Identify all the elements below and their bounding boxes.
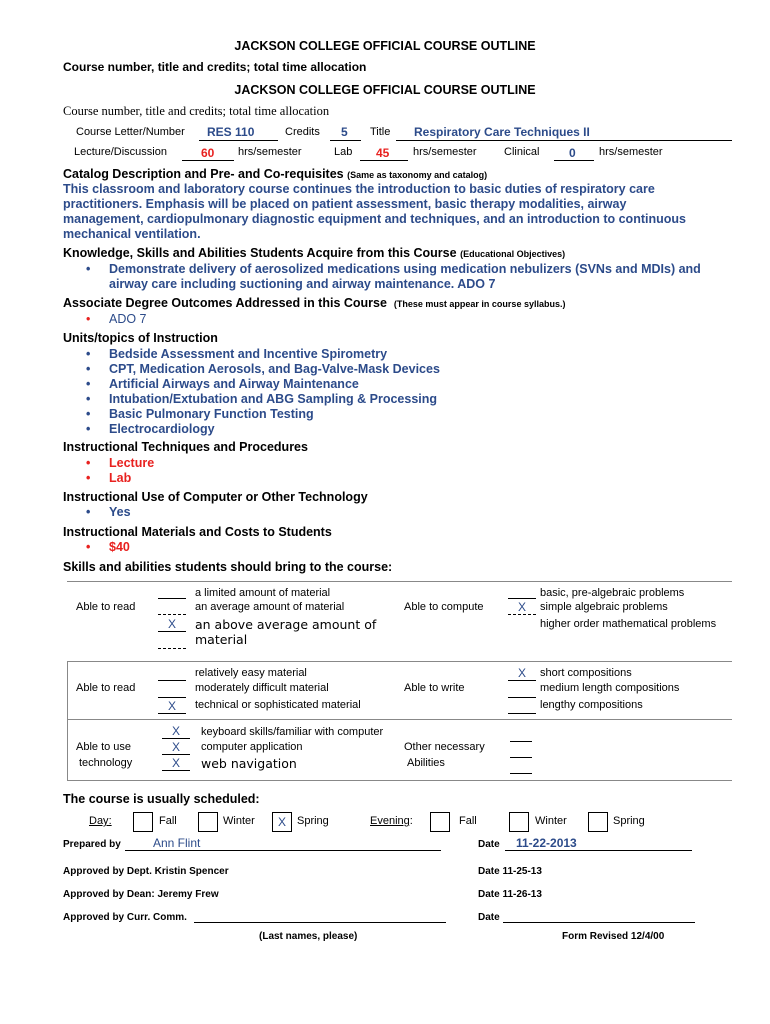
tech-option-2-blank[interactable]: X (162, 740, 190, 755)
other-blank-1[interactable] (510, 727, 532, 742)
lab-label: Lab (334, 146, 353, 158)
list-item: • Electrocardiology (80, 422, 440, 437)
dean-approval-date: Date 11-26-13 (478, 889, 542, 900)
day-fall-label: Fall (159, 815, 177, 827)
course-title-value: Respiratory Care Techniques II (414, 125, 590, 139)
dept-approval: Approved by Dept. Kristin Spencer (63, 866, 229, 877)
curr-approval-underline (194, 922, 446, 923)
evening-fall-label: Fall (459, 815, 477, 827)
read2-option-3: technical or sophisticated material (195, 699, 361, 711)
lab-underline (360, 160, 408, 161)
curr-approval-label: Approved by Curr. Comm. (63, 912, 187, 923)
compute-option-2: simple algebraic problems (540, 601, 668, 613)
read-label: Able to read (76, 601, 136, 613)
day-spring-checkbox[interactable]: X (272, 812, 292, 832)
read2-option-3-blank[interactable]: X (158, 699, 186, 714)
day-winter-label: Winter (223, 815, 255, 827)
compute-label: Able to compute (404, 601, 484, 613)
day-winter-checkbox[interactable] (198, 812, 218, 832)
lecture-hours-value: 60 (201, 146, 215, 160)
technology-label-cont: technology (79, 757, 133, 769)
lecture-unit: hrs/semester (238, 146, 302, 158)
materials-heading: Instructional Materials and Costs to Students (63, 525, 332, 539)
list-item: • Bedside Assessment and Incentive Spirometry (80, 347, 440, 362)
techniques-heading: Instructional Techniques and Procedures (63, 440, 308, 454)
prepared-by-underline (125, 850, 441, 851)
day-spring-label: Spring (297, 815, 329, 827)
clinical-underline (554, 160, 594, 161)
technology-list (80, 505, 131, 520)
skills-heading: Skills and abilities students should bring to the course: (63, 560, 393, 574)
list-item: • Artificial Airways and Airway Maintenance (80, 377, 440, 392)
list-item: • CPT, Medication Aerosols, and Bag-Valve-Mask Devices (80, 362, 440, 377)
read-option-1: a limited amount of material (195, 587, 331, 599)
dept-approval-date: Date 11-25-13 (478, 866, 542, 877)
other-label-cont: Abilities (407, 757, 445, 769)
outcomes-heading: Associate Degree Outcomes Addressed in this Course (These must appear in course syllabus.) (63, 296, 566, 310)
course-number-underline (199, 140, 278, 141)
schedule-heading: The course is usually scheduled: (63, 792, 260, 806)
page-subtitle-repeat: Course number, title and credits; total time allocation (63, 104, 330, 118)
evening-spring-checkbox[interactable] (588, 812, 608, 832)
tech-option-2: computer application (201, 741, 303, 753)
prepared-by-label: Prepared by (63, 839, 121, 850)
last-names-note: (Last names, please) (259, 931, 358, 942)
read-option-1-blank[interactable] (158, 584, 186, 599)
credits-underline (330, 140, 361, 141)
compute-option-1: basic, pre-algebraic problems (540, 587, 685, 599)
list-item: • Yes (80, 505, 131, 520)
course-title-underline (396, 140, 732, 141)
evening-winter-label: Winter (535, 815, 567, 827)
write-option-3: lengthy compositions (540, 699, 643, 711)
credits-label: Credits (285, 126, 320, 138)
list-item: • Lecture (80, 456, 154, 471)
read2-option-2-blank[interactable] (158, 683, 186, 698)
read-option-3: an above average amount of (195, 617, 377, 632)
lab-unit: hrs/semester (413, 146, 477, 158)
prepared-by-value: Ann Flint (153, 836, 201, 850)
prepared-date-value: 11-22-2013 (516, 836, 577, 850)
prepared-date-underline (505, 850, 692, 851)
knowledge-list (80, 262, 701, 292)
lecture-label: Lecture/Discussion (74, 146, 167, 158)
list-item: • Intubation/Extubation and ABG Sampling & Processing (80, 392, 440, 407)
technology-heading: Instructional Use of Computer or Other Technology (63, 490, 368, 504)
other-blank-2[interactable] (510, 743, 532, 758)
list-item: • Lab (80, 471, 154, 486)
table-line (67, 780, 732, 781)
units-heading: Units/topics of Instruction (63, 331, 218, 345)
read-option-2-blank[interactable] (158, 600, 186, 615)
clinical-unit: hrs/semester (599, 146, 663, 158)
curr-date-label: Date (478, 912, 500, 923)
evening-spring-label: Spring (613, 815, 645, 827)
list-item: • $40 (80, 540, 130, 555)
evening-label: Evening: (370, 815, 413, 827)
knowledge-heading: Knowledge, Skills and Abilities Students Acquire from this Course (Educational Objectives) (63, 246, 566, 260)
dean-approval: Approved by Dean: Jeremy Frew (63, 889, 219, 900)
technology-label: Able to use (76, 741, 132, 753)
day-fall-checkbox[interactable] (133, 812, 153, 832)
read-label-2: Able to read (76, 682, 136, 694)
page-title-repeat: JACKSON COLLEGE OFFICIAL COURSE OUTLINE (234, 83, 536, 97)
lecture-underline (182, 160, 234, 161)
tech-option-1-blank[interactable]: X (162, 724, 190, 739)
write-option-3-blank[interactable] (508, 699, 536, 714)
write-option-1: short compositions (540, 667, 632, 679)
table-line (67, 661, 732, 662)
compute-option-3: higher order mathematical problems (540, 618, 717, 630)
tech-option-3-blank[interactable]: X (162, 756, 190, 771)
outcomes-list (80, 312, 147, 327)
day-label: Day: (89, 815, 112, 827)
list-item: • ADO 7 (80, 312, 147, 327)
table-line (67, 719, 732, 720)
read2-option-2: moderately difficult material (195, 682, 329, 694)
list-item: • Demonstrate delivery of aerosolized medications using medication nebulizers (SVNs and MDIs) and airway care including suctioning and airway maintenance. ADO 7 (80, 262, 701, 292)
compute-option-2-blank[interactable]: X (508, 600, 536, 615)
evening-winter-checkbox[interactable] (509, 812, 529, 832)
catalog-heading: Catalog Description and Pre- and Co-requisites (Same as taxonomy and catalog) (63, 167, 488, 181)
read2-option-1-blank[interactable] (158, 666, 186, 681)
table-line (67, 661, 68, 780)
tech-option-1: keyboard skills/familiar with computer (201, 726, 384, 738)
write-option-2-blank[interactable] (508, 683, 536, 698)
list-item: • Basic Pulmonary Function Testing (80, 407, 440, 422)
lab-hours-value: 45 (376, 146, 390, 160)
read-option-3-cont: material (195, 632, 248, 647)
page-subtitle: Course number, title and credits; total time allocation (63, 60, 367, 74)
write-option-2: medium length compositions (540, 682, 680, 694)
course-number-value: RES 110 (207, 125, 255, 139)
page-title: JACKSON COLLEGE OFFICIAL COURSE OUTLINE (234, 39, 536, 53)
title-label: Title (370, 126, 391, 138)
read-option-2: an average amount of material (195, 601, 345, 613)
clinical-hours-value: 0 (569, 146, 576, 160)
clinical-label: Clinical (504, 146, 540, 158)
read2-option-1: relatively easy material (195, 667, 307, 679)
other-label: Other necessary (404, 741, 485, 753)
write-option-1-blank[interactable]: X (508, 666, 536, 681)
read-option-3-blank[interactable]: X (158, 617, 186, 632)
other-blank-3[interactable] (510, 759, 532, 774)
read-option-extra-blank[interactable] (158, 634, 186, 649)
course-number-label: Course Letter/Number (76, 126, 185, 138)
write-label: Able to write (404, 682, 465, 694)
curr-date-underline (503, 922, 695, 923)
units-list (80, 347, 440, 437)
evening-fall-checkbox[interactable] (430, 812, 450, 832)
catalog-description: This classroom and laboratory course continues the introduction to basic duties of respiratory care practitioners. Emphasis will be placed on patient assessment, basic therapy modalities, airway management, cardiopulmonary diagnostic equipment and techniques, and an introduction to continuous mechanical ventilation. (63, 182, 686, 241)
prepared-date-label: Date (478, 839, 500, 850)
compute-option-1-blank[interactable] (508, 584, 536, 599)
credits-value: 5 (341, 125, 348, 139)
table-line (67, 581, 732, 582)
techniques-list (80, 456, 154, 486)
form-revised-note: Form Revised 12/4/00 (562, 931, 665, 942)
materials-list (80, 540, 130, 555)
tech-option-3: web navigation (201, 756, 297, 771)
